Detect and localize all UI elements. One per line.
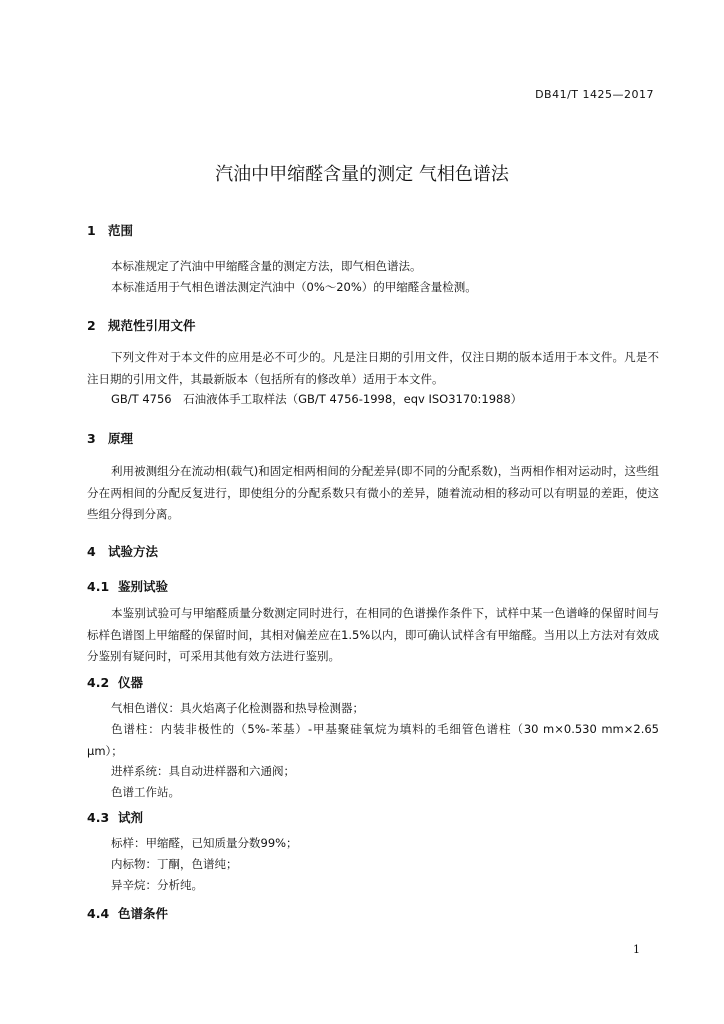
principle-paragraph: 利用被测组分在流动相(载气)和固定相两相间的分配差异(即不同的分配系数)，当两相作相对运动时，这些组分在两相间的分配反复进行，即使组分的分配系数只有微小的差异，随着流动相的移动可以有明显的差距，使这些组分得到分离。 (87, 464, 659, 521)
section-title: 试剂 (118, 810, 144, 825)
section-number: 2 (87, 318, 96, 333)
section-4-2-heading (87, 673, 143, 691)
section-4-3-heading (87, 808, 143, 826)
section-4-heading (87, 542, 158, 560)
reagent-isooctane: 异辛烷：分析纯。 (111, 878, 203, 892)
section-2-heading (87, 316, 196, 334)
scope-line-2: 本标准适用于气相色谱法测定汽油中（0%～20%）的甲缩醛含量检测。 (111, 280, 477, 294)
section-title: 鉴别试验 (118, 579, 169, 594)
instrument-gc: 气相色谱仪：具火焰离子化检测器和热导检测器； (111, 701, 364, 715)
section-title: 色谱条件 (118, 906, 169, 921)
identification-test-paragraph: 本鉴别试验可与甲缩醛质量分数测定同时进行，在相同的色谱操作条件下，试样中某一色谱峰的保留时间与标样色谱图上甲缩醛的保留时间，其相对偏差应在1.5%以内，即可确认试样含有甲缩醛。当用以上方法对有效成分鉴别有疑问时，可采用其他有效方法进行鉴别。 (87, 606, 659, 663)
instrument-workstation: 色谱工作站。 (111, 785, 180, 799)
section-number: 4 (87, 544, 96, 559)
normative-references-paragraph: 下列文件对于本文件的应用是必不可少的。凡是注日期的引用文件，仅注日期的版本适用于本文件。凡是不注日期的引用文件，其最新版本（包括所有的修改单）适用于本文件。 (87, 350, 659, 386)
section-number: 4.4 (87, 906, 110, 921)
section-title: 试验方法 (108, 544, 159, 559)
section-title: 仪器 (118, 675, 144, 690)
section-number: 4.2 (87, 675, 110, 690)
section-title: 规范性引用文件 (108, 318, 196, 333)
section-number: 4.3 (87, 810, 110, 825)
section-4-4-heading (87, 904, 168, 922)
section-4-1-heading (87, 577, 168, 595)
document-title: 汽油中甲缩醛含量的测定 气相色谱法 (215, 164, 509, 185)
instrument-column: 色谱柱：内装非极性的（5%-苯基）-甲基聚硅氧烷为填料的毛细管色谱柱（30 m×0.530 mm×2.65 μm）； (87, 722, 659, 758)
section-3-heading (87, 429, 133, 447)
section-1-heading (87, 221, 133, 239)
scope-line-1: 本标准规定了汽油中甲缩醛含量的测定方法，即气相色谱法。 (111, 259, 422, 273)
standard-code: DB41/T 1425—2017 (535, 88, 654, 101)
section-title: 原理 (108, 431, 134, 446)
section-number: 3 (87, 431, 96, 446)
section-title: 范围 (108, 223, 134, 238)
reagent-internal-standard: 内标物：丁酮，色谱纯； (111, 857, 238, 871)
section-number: 1 (87, 223, 96, 238)
reference-gbt-4756: GB/T 4756 石油液体手工取样法（GB/T 4756-1998，eqv ISO3170:1988） (111, 392, 523, 406)
reagent-standard: 标样：甲缩醛，已知质量分数99%； (111, 836, 298, 850)
page-number: 1 (633, 943, 640, 956)
section-number: 4.1 (87, 579, 110, 594)
instrument-injection: 进样系统：具自动进样器和六通阀； (111, 764, 295, 778)
